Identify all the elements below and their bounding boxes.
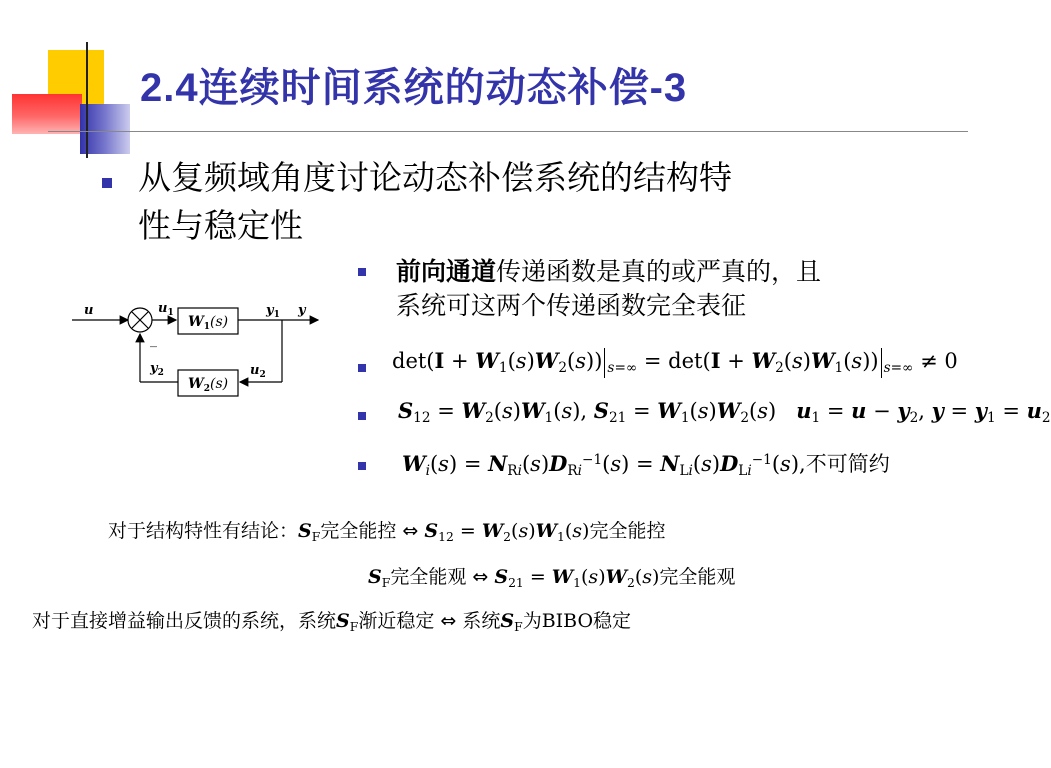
sub-point-forward-channel [396, 255, 821, 323]
deco-red-block [12, 94, 82, 134]
label-u: u [84, 303, 94, 318]
bullet-square-icon [358, 268, 366, 276]
conclusion-controllable: 对于结构特性有结论：$S_F$完全能控 ⇔ $S_{12} = W_2(s)W_1(s)$完全能控 [108, 520, 666, 544]
label-w2: $W_2(s)$ [188, 376, 229, 394]
forward-channel-label: 前向通道 [396, 257, 497, 286]
det-equation: $\det(I + W_1(s)W_2(s))$ $_{s=\infty} = \det(I + W_2(s)W_1(s))$ $_{s=\infty}$ ≠ 0 [392, 348, 958, 376]
bibo-mid: 渐近稳定 [358, 610, 435, 632]
label-minus: _ [150, 332, 157, 348]
title-underline [48, 131, 968, 132]
conclusion-intro: 对于结构特性有结论： [108, 520, 299, 542]
forward-channel-text: 传递函数是真的或严真的，且 [496, 257, 822, 286]
label-u2: $u_2$ [250, 363, 266, 380]
main-point-line2: 性与稳定性 [138, 206, 303, 245]
bibo-suffix: 为BIBO稳定 [522, 610, 632, 632]
label-y1: $y_1$ [266, 303, 280, 320]
bullet-square-icon [358, 462, 366, 470]
s12-s21-equation: $S_{12} = W_2(s)W_1(s)$, $S_{21} = W_1(s)W_2(s) u_1 = u - y_2$, $y = y_1 = u_2$ [398, 398, 1051, 426]
bibo-prefix: 对于直接增益输出反馈的系统，系统 [32, 610, 337, 632]
label-w1: $W_1(s)$ [188, 314, 229, 332]
controllable-text: 完全能控 [320, 520, 397, 542]
observable-text: 完全能观 [390, 566, 467, 588]
observable-text-2: 完全能观 [659, 566, 736, 588]
bullet-square-icon [358, 364, 366, 372]
bibo-sys: 系统 [462, 610, 501, 632]
forward-channel-line2: 系统可这两个传递函数完全表征 [396, 291, 747, 320]
label-u1: $u_1$ [158, 301, 174, 318]
slide-title: 2.4连续时间系统的动态补偿-3 [140, 66, 688, 110]
block-diagram [70, 290, 350, 402]
bullet-square-icon [102, 178, 112, 188]
label-y2: $y_2$ [150, 361, 164, 378]
controllable-text-2: 完全能控 [589, 520, 666, 542]
deco-vertical-line [86, 42, 88, 158]
coprime-factorization-equation: $W_i(s) = N_{Ri}(s)D_{Ri}^{-1}(s) = N_{Li}(s)D_{Li}^{-1}(s)$,不可简约 [402, 451, 890, 479]
bullet-square-icon [358, 412, 366, 420]
main-point [138, 154, 732, 250]
conclusion-bibo: 对于直接增益输出反馈的系统，系统$S_F$渐近稳定 ⇔ 系统$S_F$为BIBO稳定 [32, 610, 632, 634]
main-point-line1: 从复频域角度讨论动态补偿系统的结构特 [138, 158, 732, 197]
conclusion-observable: $S_F$完全能观 ⇔ $S_{21} = W_1(s)W_2(s)$完全能观 [368, 566, 736, 590]
irreducible-text: 不可简约 [805, 452, 890, 476]
label-y: y [298, 303, 306, 318]
